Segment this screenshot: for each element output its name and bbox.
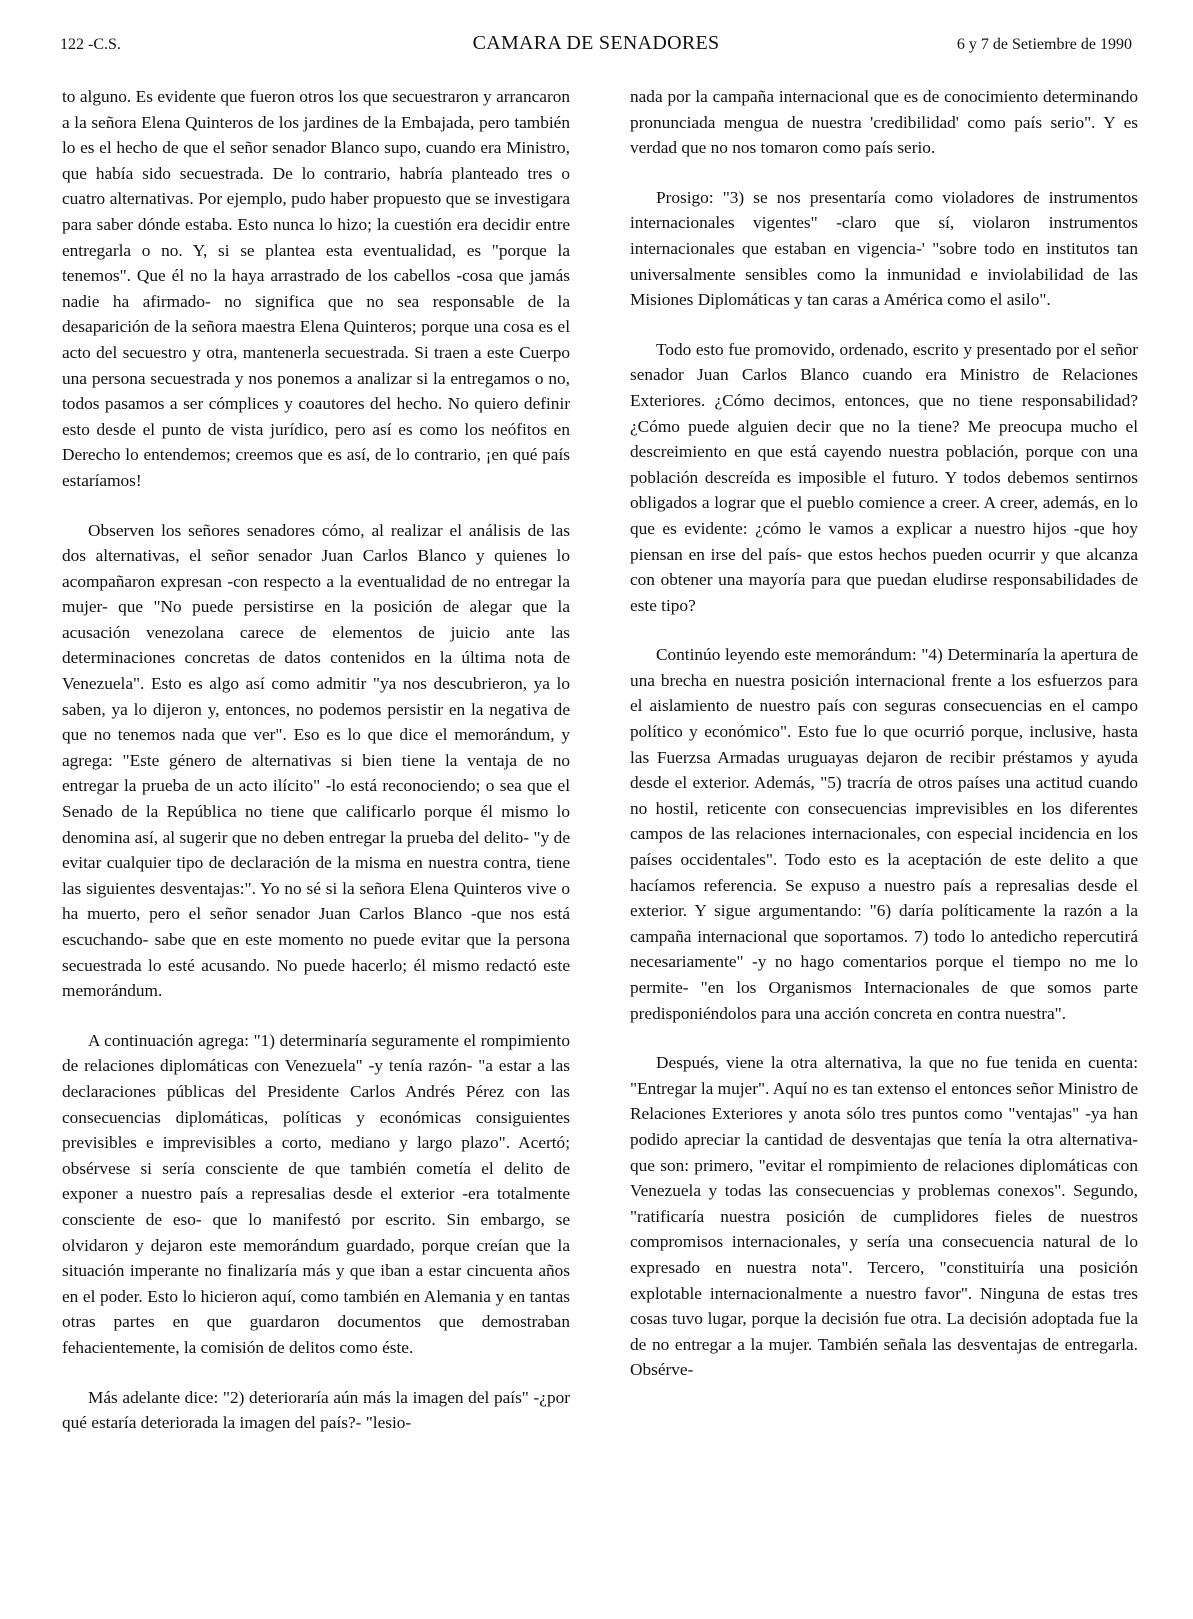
- paragraph: Continúo leyendo este memorándum: "4) Determinaría la apertura de una brecha en nuestra posición internacional frente a los esfuerzos para el aislamiento de nuestro país con seguras consecuencias en el campo político y económico". Esto fue lo que ocurrió porque, inclusive, hasta las Fuerzsa Armadas uruguayas dejaron de recibir préstamos y ayuda desde el exterior. Además, "5) tracría de otros países una actitud cuando no hostil, reticente con consecuencias imprevisibles en los diferentes campos de las relaciones internacionales, con especial incidencia en los países occidentales". Todo esto es la aceptación de este delito a que hacíamos referencia. Se expuso a nuestro país a represalias desde el exterior. Y sigue argumentando: "6) daría políticamente la razón a la campaña internacional que soportamos. 7) todo lo antedicho repercutirá necesariamente" -y no hago comentarios porque el tiempo no me lo permite- "en los Organismos Internacionales de que somos parte predisponiéndolos para una acción concreta en contra nuestra".: [630, 645, 1138, 1023]
- page-reference: 122 -C.S.: [60, 36, 121, 53]
- page-title: CAMARA DE SENADORES: [472, 32, 720, 54]
- page-header: [60, 32, 1132, 60]
- left-column: [62, 84, 570, 1436]
- right-column: [630, 84, 1138, 1383]
- session-date: 6 y 7 de Setiembre de 1990: [956, 36, 1132, 53]
- paragraph: Todo esto fue promovido, ordenado, escrito y presentado por el señor senador Juan Carlos Blanco cuando era Ministro de Relaciones Exteriores. ¿Cómo decimos, entonces, que no tiene responsabilidad? ¿Cómo puede alguien decir que no la tiene? Me preocupa mucho el descreimiento en que está cayendo nuestra población, porque con una población descreída es imposible el futuro. Y todos debemos sentirnos obligados a lograr que el pueblo comience a creer. A creer, además, en lo que es evidente: ¿cómo le vamos a explicar a nuestro hijos -que hoy piensan en irse del país- que estos hechos pueden ocurrir y que alcanza con obtener una mayoría para que puedan eludirse responsabilidades de este tipo?: [630, 339, 1138, 615]
- paragraph: to alguno. Es evidente que fueron otros los que secuestraron y arrancaron a la señora Elena Quinteros de los jardines de la Embajada, pero también lo es el hecho de que el señor senador Blanco supo, cuando era Ministro, que había sido secuestrada. De lo contrario, habría planteado tres o cuatro alternativas. Por ejemplo, pudo haber propuesto que se investigara para saber dónde estaba. Esto nunca lo hizo; la cuestión era decidir entre entregarla o no. Y, si se plantea esta eventualidad, es "porque la tenemos". Que él no la haya arrastrado de los cabellos -cosa que jamás nadie ha afirmado- no significa que no sea responsable de la desaparición de la señora maestra Elena Quinteros; porque una cosa es el acto del secuestro y otra, mantenerla secuestrada. Si traen a este Cuerpo una persona secuestrada y nos ponemos a analizar si la entregamos o no, todos pasamos a ser cómplices y coautores del hecho. No quiero definir esto desde el punto de vista jurídico, pero así es como los neófitos en Derecho lo entendemos; creemos que es así, de lo contrario, ¡en qué país estaríamos!: [62, 87, 570, 490]
- paragraph: Después, viene la otra alternativa, la que no fue tenida en cuenta: "Entregar la mujer". Aquí no es tan extenso el entonces señor Ministro de Relaciones Exteriores y anota sólo tres puntos como "ventajas" -ya han podido apreciar la cantidad de desventajas que tenía la otra alternativa- que son: primero, "evitar el rompimiento de relaciones diplomáticas con Venezuela y todas las consecuencias y problemas conexos". Segundo, "ratificaría nuestra posición de cumplidores fieles de nuestros compromisos internacionales, y sería una consecuencia natural de lo expresado en nuestra nota". Tercero, "constituiría una posición explotable internacionalmente a nuestro favor". Ninguna de estas tres cosas tuvo lugar, porque la decisión fue otra. La decisión adoptada fue la de no entregar a la mujer. También señala las desventajas de entregarla. Obsérve-: [630, 1053, 1138, 1380]
- paragraph: nada por la campaña internacional que es de conocimiento determinando pronunciada mengua de nuestra 'credibilidad' como país serio". Y es verdad que no nos tomaron como país serio.: [630, 87, 1138, 158]
- paragraph: Más adelante dice: "2) deterioraría aún más la imagen del país" -¿por qué estaría deteriorada la imagen del país?- "lesio-: [62, 1387, 570, 1433]
- paragraph: A continuación agrega: "1) determinaría seguramente el rompimiento de relaciones diplomáticas con Venezuela" -y tenía razón- "a estar a las declaraciones públicas del Presidente Carlos Andrés Pérez con las consecuencias diplomáticas, políticas y económicas consiguientes previsibles e imprevisibles a corto, mediano y largo plazo". Acertó; obsérvese si sería consciente de que también cometía el delito de exponer a nuestro país a represalias desde el exterior -era totalmente consciente de eso- que lo manifestó por escrito. Sin embargo, se olvidaron y dejaron este memorándum guardado, porque creían que la situación imperante no finalizaría más y que iban a estar cincuenta años en el poder. Esto lo hicieron aquí, como también en Alemania y en tantas otras partes en que guardaron documentos que demostraban fehacientemente, la comisión de delitos como éste.: [62, 1030, 570, 1357]
- paragraph: Observen los señores senadores cómo, al realizar el análisis de las dos alternativas, el señor senador Juan Carlos Blanco y quienes lo acompañaron expresan -con respecto a la eventualidad de no entregar la mujer- que "No puede persistirse en la posición de alegar que la acusación venezolana carece de elementos de juicio ante las determinaciones concretas de datos contenidos en la última nota de Venezuela". Esto es algo así como admitir "ya nos descubrieron, ya lo saben, ya lo dijeron y, entonces, no podemos persistir en la negativa de que no tenemos nada que ver". Eso es lo que dice el memorándum, y agrega: "Este género de alternativas si bien tiene la ventaja de no entregar la prueba de un acto ilícito" -lo está reconociendo; o sea que el Senado de la República no tiene que calificarlo porque él mismo lo denomina así, al sugerir que no deben entregar la prueba del delito- "y de evitar cualquier tipo de declaración de la misma en nuestra contra, tiene las siguientes desventajas:". Yo no sé si la señora Elena Quinteros vive o ha muerto, pero el señor senador Juan Carlos Blanco -que nos está escuchando- sabe que en este momento no puede evitar que la persona secuestrada lo esté acusando. No puede hacerlo; él mismo redactó este memorándum.: [62, 520, 570, 1001]
- paragraph: Prosigo: "3) se nos presentaría como violadores de instrumentos internacionales vigentes" -claro que sí, violaron instrumentos internacionales que estaban en vigencia-' "sobre todo en institutos tan universalmente sensibles como la inmunidad e inviolabilidad de las Misiones Diplomáticas y tan caras a América como el asilo".: [630, 187, 1138, 310]
